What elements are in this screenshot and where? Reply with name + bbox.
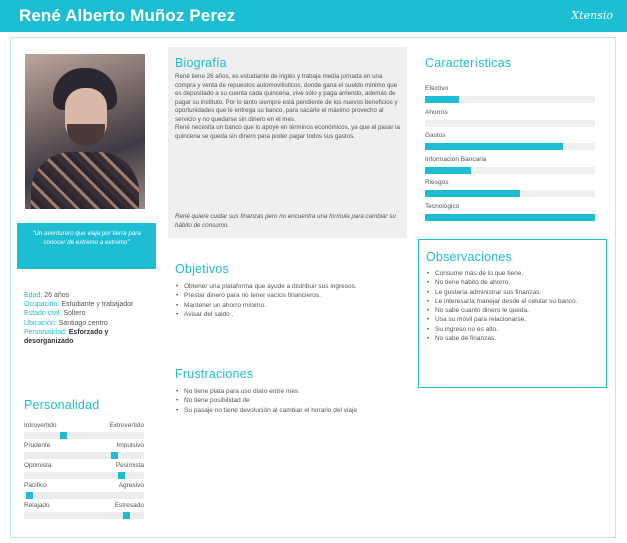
characteristic-row [425, 156, 595, 178]
personality-trait [24, 422, 144, 442]
detail-ubicacion: Ubicación: Santiago centro [24, 319, 108, 327]
trait-track [24, 472, 144, 479]
detail-ocupacion: Ocupación: Estudiante y trabajador [24, 301, 134, 309]
characteristic-label: Riesgos [425, 179, 449, 186]
biography-paragraph-1: René tiene 26 años, es estudiante de inglés y trabaja media jornada en una compra y venta de repuestos automovilísticos, donde gana el sueldo mínimo que es depositado a su cuenta cada quincena, vive sólo y paga arriendo, además de pagar su instituto. Por lo tanto siempre está pendiente de los nuevos beneficios y oportunidades que le entrega su banco, para sacarle el máximo provecho al servicio y no quedarse sin dinero en el mes. [175, 73, 398, 123]
characteristic-label: Gastos [425, 132, 446, 139]
characteristic-row [425, 179, 595, 201]
observations-title: Observaciones [426, 250, 512, 264]
detail-edad: Edad: 26 años [24, 292, 70, 299]
list-item: • No tiene hábito de ahorro. [426, 278, 602, 287]
characteristic-label: Información Bancaria [425, 156, 487, 163]
frustrations-title: Frustraciones [175, 367, 254, 381]
characteristic-fill [425, 96, 459, 103]
list-item: • Prestar dinero para no tener vacíos financieros. [175, 291, 405, 300]
characteristic-fill [425, 167, 471, 174]
trait-right-label: Estresado [114, 502, 144, 509]
profile-photo [25, 54, 145, 209]
list-item: • No tiene posibilidad de [175, 396, 405, 405]
list-item: • Usa su móvil para relacionarse. [426, 315, 602, 324]
persona-name: René Alberto Muñoz Perez [19, 6, 236, 25]
list-item: • Le interesaría manejar desde el celular su banco. [426, 297, 602, 306]
list-item: • Avisar del saldo . [175, 310, 405, 319]
characteristic-row [425, 132, 595, 154]
trait-right-label: Pesimista [115, 462, 144, 469]
biography-paragraph-2: René necesita un banco que lo apoye en términos económicos, ya que al pasar la quincena se queda sin dinero para poder pagar todos sus gastos. [175, 124, 400, 140]
trait-marker [26, 492, 33, 499]
trait-marker [60, 432, 67, 439]
header-bar [0, 0, 627, 32]
trait-track [24, 492, 144, 499]
trait-track [24, 432, 144, 439]
list-item: • Su ingreso no es alto. [426, 325, 602, 334]
list-item: • Le gustaría administrar sus finanzas. [426, 288, 602, 297]
trait-left-label: Prudente [24, 442, 51, 449]
brand-logo: Xtensio [571, 9, 613, 22]
characteristics-title: Características [425, 56, 512, 70]
objectives-title: Objetivos [175, 262, 229, 276]
trait-left-label: Pacifico [24, 482, 47, 489]
list-item: • Su pasaje no tiene devolución al cambiar el horario del viaje [175, 406, 405, 415]
list-item: • No tiene plata para uso diaro entre mes [175, 387, 405, 396]
personality-title: Personalidad [24, 398, 100, 412]
personality-trait [24, 442, 144, 462]
characteristic-row [425, 203, 595, 225]
trait-left-label: Optimista [24, 462, 52, 469]
characteristic-label: Ahorros [425, 109, 448, 116]
biography-title: Biografía [175, 56, 227, 70]
characteristic-label: Efectivo [425, 85, 449, 92]
characteristic-fill [425, 190, 520, 197]
frustrations-list [175, 387, 405, 415]
trait-track [24, 452, 144, 459]
characteristic-fill [425, 214, 595, 221]
characteristic-label: Tecnológico [425, 203, 460, 210]
characteristic-row [425, 85, 595, 107]
personality-trait [24, 482, 144, 502]
list-item: • Mantener un ahorro mínimo. [175, 301, 405, 310]
trait-right-label: Agresivo [118, 482, 144, 489]
biography-text [175, 73, 401, 141]
list-item: • Obtener una plataforma que ayude a distribuir sus ingresos. [175, 282, 405, 291]
detail-personalidad: Personalidad: Esforzado y desorganizado [24, 328, 109, 346]
trait-marker [111, 452, 118, 459]
trait-right-label: Extrovertido [109, 422, 144, 429]
persona-details [24, 291, 152, 346]
trait-left-label: Introvertido [24, 422, 57, 429]
characteristic-fill [425, 143, 563, 150]
trait-marker [123, 512, 130, 519]
list-item: • No sabe cuanto dinero le queda. [426, 306, 602, 315]
trait-marker [118, 472, 125, 479]
detail-estado-civil: Estado civil: Soltero [24, 310, 86, 318]
characteristic-track [425, 120, 595, 127]
personality-trait [24, 502, 144, 522]
list-item: • Consume más de lo que tiene. [426, 269, 602, 278]
observations-list [426, 269, 602, 343]
trait-left-label: Relajado [24, 502, 50, 509]
list-item: • No sabe de finanzas. [426, 334, 602, 343]
biography-quote: René quiere cuidar sus finanzas pero no encuentra una formula para cambiar su hábito de consumo. [175, 213, 396, 229]
characteristic-row [425, 109, 595, 131]
personality-trait [24, 462, 144, 482]
objectives-list [175, 282, 405, 319]
persona-quote: "Un aventurero que viaja por tierra para conocer de extremo a extremo" [17, 223, 156, 269]
trait-right-label: Impulsivo [116, 442, 144, 449]
